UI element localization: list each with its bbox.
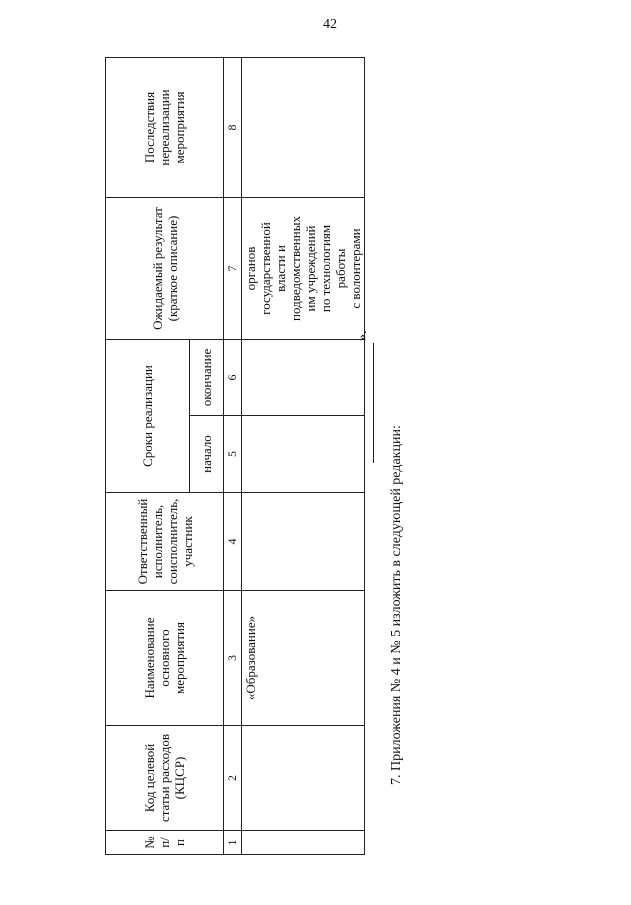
cell-executor — [242, 493, 365, 591]
column-number: 1 — [224, 831, 242, 855]
column-number: 2 — [224, 726, 242, 831]
result-line: работы — [333, 248, 348, 289]
column-number: 3 — [224, 591, 242, 726]
header-kcsr: Код целевой статьи расходов (КЦСР) — [106, 726, 224, 831]
result-line: государственной — [258, 222, 273, 315]
header-measure-name: Наименование основного мероприятия — [106, 591, 224, 726]
result-line: по технологиям — [318, 224, 333, 313]
result-line: им учреждений — [303, 225, 318, 312]
header-start: начало — [190, 416, 224, 493]
cell-consequences — [242, 57, 365, 197]
cell-start — [242, 416, 365, 493]
cell-end — [242, 339, 365, 415]
cell-kcsr — [242, 726, 365, 831]
cell-number — [242, 831, 365, 855]
measures-table — [105, 57, 365, 855]
page-number: 42 — [323, 17, 337, 32]
result-line: с волонтерами — [348, 228, 363, 309]
result-line: органов — [243, 246, 258, 291]
cell-measure-name: «Образование» — [242, 591, 365, 726]
cell-expected-result — [242, 197, 365, 339]
column-number: 6 — [224, 339, 242, 415]
column-number: 8 — [224, 57, 242, 197]
column-number: 5 — [224, 416, 242, 493]
trailing-text — [355, 58, 415, 855]
header-end: окончание — [190, 339, 224, 415]
table-row — [242, 57, 365, 854]
closing-quote: ». — [355, 330, 370, 341]
result-line: власти и — [273, 245, 288, 292]
header-consequences: Последствия нереализации мероприятия — [106, 57, 224, 197]
header-number: № п/п — [106, 831, 224, 855]
column-number: 7 — [224, 197, 242, 339]
header-expected-result: Ожидаемый результат (краткое описание) — [106, 197, 224, 339]
result-line: подведомственных — [288, 216, 303, 321]
rotated-table-block — [105, 58, 404, 855]
column-number: 4 — [224, 493, 242, 591]
header-executor: Ответственный исполнитель, соисполнитель, участник — [106, 493, 224, 591]
closing-underline — [355, 343, 374, 463]
amendment-paragraph: 7. Приложения № 4 и № 5 изложить в следующей редакции: — [389, 425, 404, 785]
header-sroki: Сроки реализации — [106, 339, 190, 492]
